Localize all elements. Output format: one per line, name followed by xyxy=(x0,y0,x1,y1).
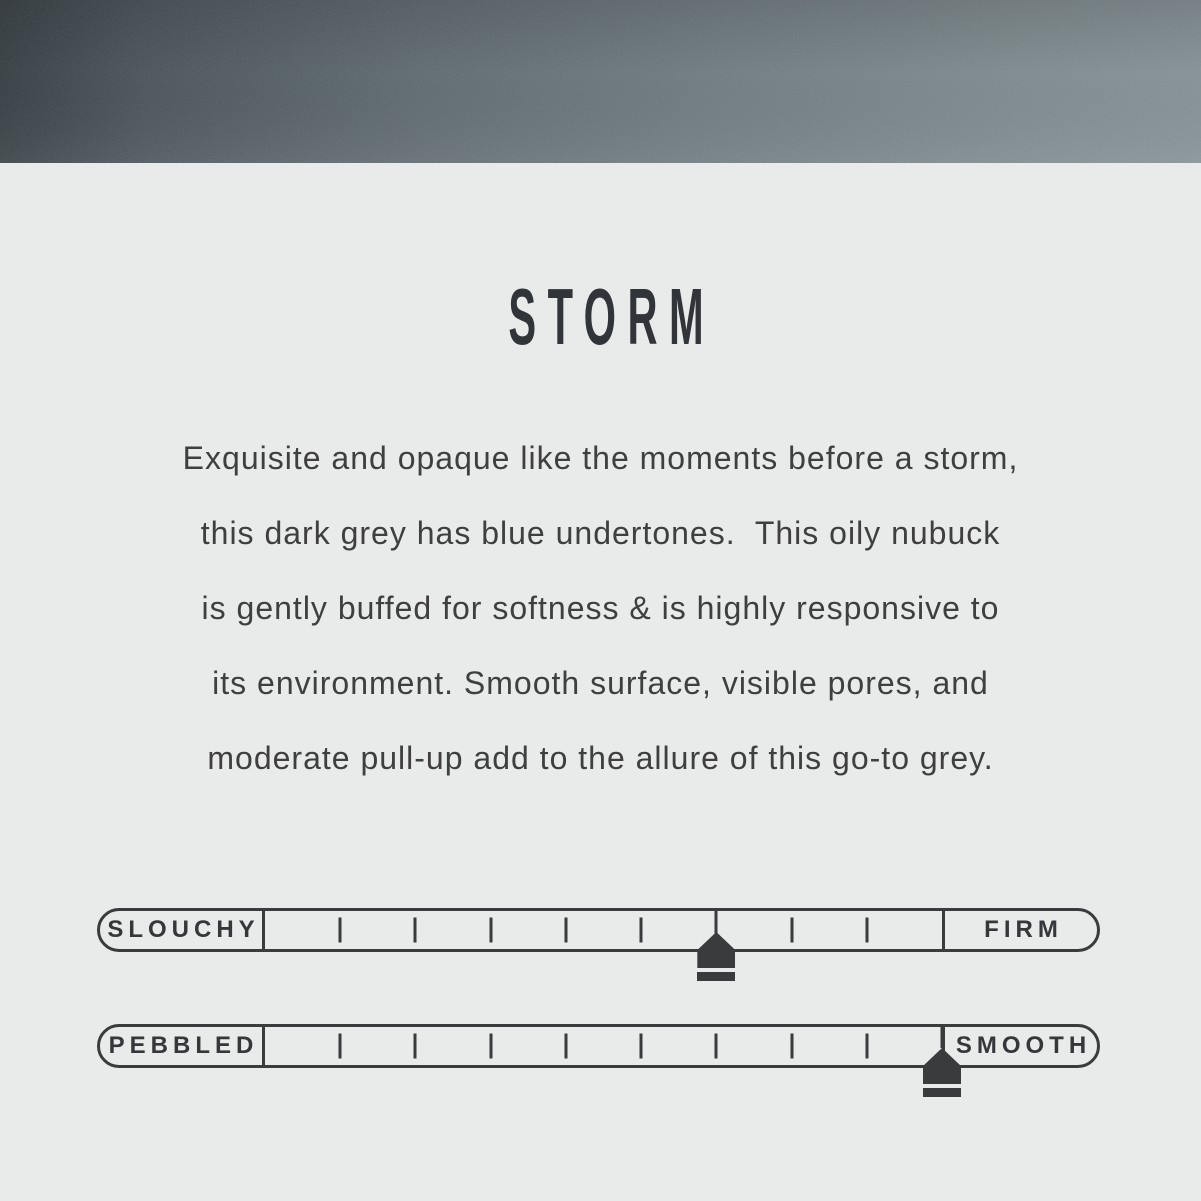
tick-mark xyxy=(564,1034,567,1059)
description-line: is gently buffed for softness & is highly responsive to xyxy=(201,590,1000,626)
texture-scale-left-section xyxy=(100,1027,265,1065)
tick-mark xyxy=(790,1034,793,1059)
tick-mark xyxy=(564,918,567,943)
marker-base xyxy=(923,1088,961,1097)
description-line: its environment. Smooth surface, visible pores, and xyxy=(212,665,989,701)
tick-mark xyxy=(414,1034,417,1059)
tick-mark xyxy=(865,918,868,943)
page-title: STORM xyxy=(508,272,715,361)
marker-stem xyxy=(715,910,718,932)
tick-mark xyxy=(414,918,417,943)
leather-swatch-banner-image xyxy=(0,0,1201,163)
tick-mark xyxy=(339,918,342,943)
texture-scale-track xyxy=(265,1027,942,1065)
firmness-right-label: FIRM xyxy=(984,916,1063,943)
firmness-scale-right-section xyxy=(942,911,1097,949)
marker-base xyxy=(697,972,735,981)
texture-right-label: SMOOTH xyxy=(955,1032,1092,1059)
tick-mark xyxy=(489,918,492,943)
texture-scale xyxy=(97,1024,1100,1068)
firmness-scale xyxy=(97,908,1100,952)
firmness-scale-left-section xyxy=(100,911,265,949)
texture-scale-right-section xyxy=(942,1027,1097,1065)
tick-mark xyxy=(640,1034,643,1059)
texture-marker xyxy=(923,1027,961,1100)
firmness-marker xyxy=(697,911,735,984)
description-line: Exquisite and opaque like the moments before a storm, xyxy=(182,440,1019,476)
tick-mark xyxy=(715,1034,718,1059)
texture-left-label: PEBBLED xyxy=(108,1032,259,1059)
tick-mark xyxy=(339,1034,342,1059)
marker-pointer-icon xyxy=(697,932,735,968)
description-line: moderate pull-up add to the allure of this go-to grey. xyxy=(207,740,994,776)
tick-mark xyxy=(640,918,643,943)
description-line: this dark grey has blue undertones. This oily nubuck xyxy=(200,515,1001,551)
tick-mark xyxy=(489,1034,492,1059)
marker-pointer-icon xyxy=(923,1048,961,1084)
color-description xyxy=(0,421,1201,796)
firmness-left-label: SLOUCHY xyxy=(107,916,260,943)
firmness-scale-track xyxy=(265,911,942,949)
tick-mark xyxy=(790,918,793,943)
marker-stem xyxy=(941,1026,944,1048)
tick-mark xyxy=(865,1034,868,1059)
